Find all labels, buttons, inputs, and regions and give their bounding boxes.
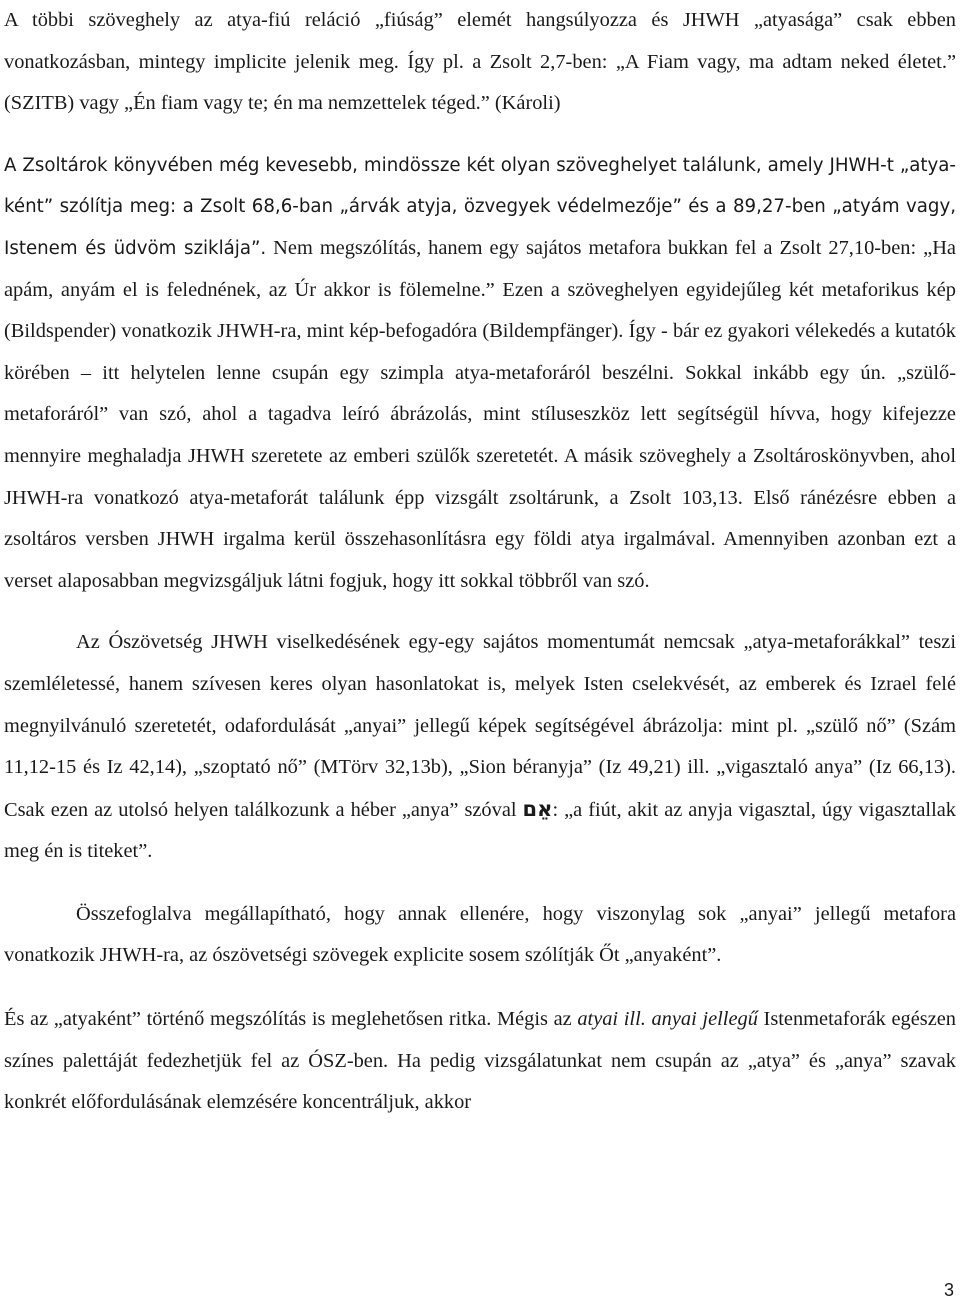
paragraph-5 xyxy=(4,999,956,1124)
paragraph-1-text: A többi szöveghely az atya-fiú reláció „fiúság” elemét hangsúlyozza és JHWH „atyasága” csak ebben vonatkozásban, mintegy implicite jelenik meg. Így pl. a Zsolt 2,7-ben: „A Fiam vagy, ma adtam neked életet.” (SZITB) vagy „Én fiam vagy te; én ma nemzettelek téged.” (Károli) xyxy=(4,9,956,115)
paragraph-3-text-a: Az Ószövetség JHWH viselkedésének egy-egy sajátos momentumát nemcsak „atya-metaforákkal” teszi szemléletessé, hanem szívesen keres olyan hasonlatokat is, melyek Isten cselekvését, az emberek és Izrael felé megnyilvánuló szeretetét, odafordulását „anyai” jellegű képek segítségével ábrázolja: mint pl. „szülő nő” (Szám 11,12-15 és Iz 42,14), „szoptató nő” (MTörv 32,13b), „Sion béranyja” (Iz 49,21) ill. „vigasztaló anya” (Iz 66,13). Csak ezen az utolsó helyen találkozunk a héber „anya” szóval xyxy=(4,631,956,821)
document-page xyxy=(4,0,956,1124)
paragraph-2-psalm-quote: A Zsoltárok könyvében még kevesebb, mindössze két olyan szöveghelyet találunk, amely JHWH-t „atya-ként” szólítja meg: a Zsolt 68,6-ban „árvák atyja, özvegyek védelmezője” és a 89,27-ben „atyám vagy, Istenem és üdvöm sziklája”. xyxy=(4,154,956,259)
paragraph-5-text-a: És az „atyaként” történő megszólítás is meglehetősen ritka. Mégis az xyxy=(4,1008,578,1031)
paragraph-4-text: Összefoglalva megállapítható, hogy annak ellenére, hogy viszonylag sok „anyai” jellegű metafora vonatkozik JHWH-ra, az ószövetségi szövegek explicite sosem szólítják Őt „anyaként”. xyxy=(4,902,956,967)
paragraph-3 xyxy=(4,622,956,873)
paragraph-4 xyxy=(4,894,956,977)
page-number: 3 xyxy=(943,1280,954,1300)
hebrew-word-em: אֵם xyxy=(522,796,553,821)
paragraph-5-text-b: Istenmetaforák egészen színes palettáját fedezhetjük fel az ÓSZ-ben. Ha pedig vizsgálatunkat nem csupán az „atya” és „anya” szavak konkrét előfordulásának elemzésére koncentráljuk, akkor xyxy=(4,1008,956,1114)
paragraph-5-italic: atyai ill. anyai jellegű xyxy=(577,1008,758,1031)
paragraph-1 xyxy=(4,0,956,125)
paragraph-2-text: Nem megszólítás, hanem egy sajátos metafora bukkan fel a Zsolt 27,10-ben: „Ha apám, anyám el is felednének, az Úr akkor is fölemelne.” Ezen a szöveghelyen egyidejűleg két metaforikus kép (Bildspender) vonatkozik JHWH-ra, mint kép-befogadóra (Bildempfänger). Így - bár ez gyakori vélekedés a kutatók körében – itt helytelen lenne csupán egy szimpla atya-metaforáról beszélni. Sokkal inkább egy ún. „szülő-metaforáról” van szó, ahol a tagadva leíró ábrázolás, mint stíluseszköz lett segítségül hívva, hogy kifejezze mennyire meghaladja JHWH szeretete az emberi szülők szeretetét. A másik szöveghely a Zsoltároskönyvben, ahol JHWH-ra vonatkozó atya-metaforát találunk épp vizsgált zsoltárunk, a Zsolt 103,13. Első ránézésre ebben a zsoltáros versben JHWH irgalma kerül összehasonlításra egy földi atya irgalmával. Amennyiben azonban ezt a verset alaposabban megvizsgáljuk látni fogjuk, hogy itt sokkal többről van szó. xyxy=(4,236,956,592)
paragraph-2 xyxy=(4,145,956,603)
paragraph-3-text-b: : „a fiút, akit az anyja vigasztal, úgy vigasztallak meg én is titeket”. xyxy=(4,798,956,863)
